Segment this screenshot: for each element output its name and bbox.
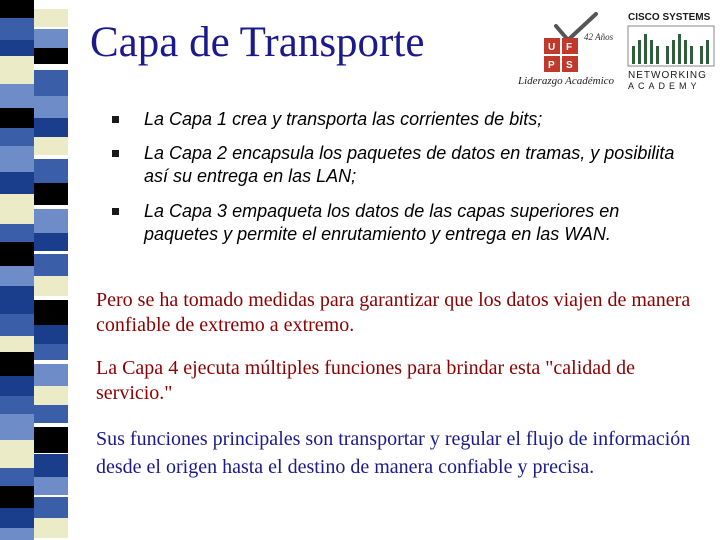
cisco-networking-academy-logo	[626, 6, 716, 90]
paragraph-main-functions: Sus funciones principales son transportar y regular el flujo de información desde el origen hasta el destino de manera confiable y precisa.	[96, 428, 691, 478]
paragraph-quality-of-service: La Capa 4 ejecuta múltiples funciones para brindar esta "calidad de servicio."	[96, 357, 636, 404]
svg-text:42 Años: 42 Años	[584, 32, 614, 42]
svg-text:CISCO SYSTEMS: CISCO SYSTEMS	[628, 12, 711, 23]
bullet-text: La Capa 1 crea y transporta las corrientes de bits;	[144, 109, 543, 129]
slide-title: Capa de Transporte	[90, 19, 425, 66]
svg-text:S: S	[566, 60, 573, 71]
svg-text:NETWORKING: NETWORKING	[628, 70, 707, 81]
paragraph-reliability: Pero se ha tomado medidas para garantizar que los datos viajen de manera confiable de extremo a extremo.	[96, 289, 691, 336]
square-bullet-icon	[112, 208, 119, 215]
square-bullet-icon	[112, 150, 119, 157]
ufps-logo	[516, 8, 620, 90]
svg-text:P: P	[548, 60, 555, 71]
square-bullet-icon	[112, 116, 119, 123]
svg-text:Liderazgo Académico: Liderazgo Académico	[518, 75, 615, 87]
svg-text:U: U	[548, 42, 556, 53]
bullet-text: La Capa 3 empaqueta los datos de las capas superiores en paquetes y permite el enrutamiento y entrega en las WAN.	[144, 201, 620, 244]
svg-text:ACADEMY: ACADEMY	[628, 81, 701, 90]
svg-text:F: F	[566, 42, 573, 53]
bullet-text: La Capa 2 encapsula los paquetes de datos en tramas, y posibilita así su entrega en las LAN;	[144, 143, 675, 186]
